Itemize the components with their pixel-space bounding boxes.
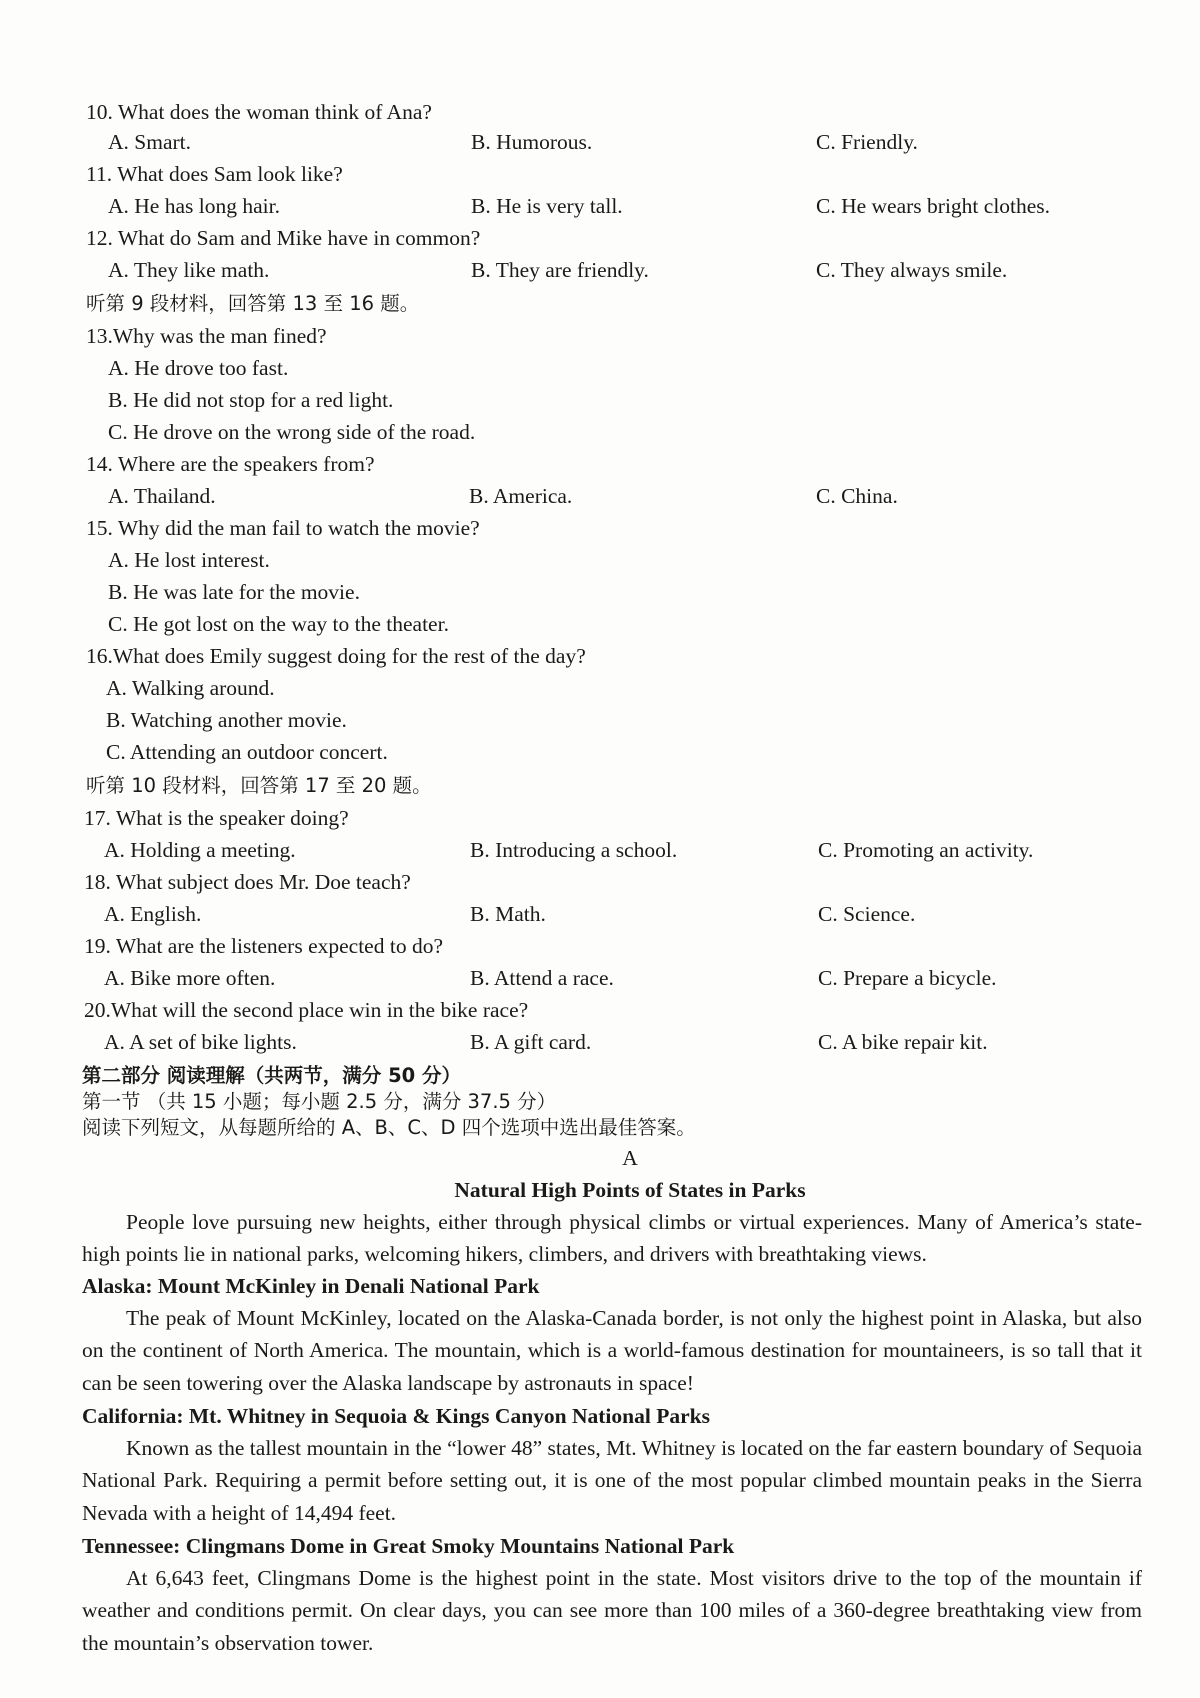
option-b: B. Attend a race.	[470, 966, 614, 990]
option-a: A. Smart.	[108, 130, 192, 154]
option-c: C. They always smile.	[816, 258, 1008, 282]
option-a: A. They like math.	[108, 258, 270, 282]
option-a: A. Holding a meeting.	[104, 838, 296, 862]
option-c: C. Science.	[818, 902, 916, 926]
question-19-stem: 19. What are the listeners expected to do?	[84, 934, 443, 958]
question-11-stem: 11. What does Sam look like?	[86, 162, 343, 186]
option-a: A. English.	[104, 902, 202, 926]
option-b: B. Introducing a school.	[470, 838, 678, 862]
question-13-option-a: A. He drove too fast.	[108, 356, 289, 380]
question-16-option-b: B. Watching another movie.	[106, 708, 347, 732]
question-15-stem: 15. Why did the man fail to watch the movie?	[86, 516, 480, 540]
question-20-stem: 20.What will the second place win in the bike race?	[84, 998, 529, 1022]
california-paragraph: Known as the tallest mountain in the “lower 48” states, Mt. Whitney is located on the far eastern boundary of Sequoia National Park. Requiring a permit before setting out, it is one of the most popular climbed mountain peaks in the Sierra Nevada with a height of 14,494 feet.	[82, 1436, 1142, 1525]
question-13-stem: 13.Why was the man fined?	[86, 324, 327, 348]
california-heading: California: Mt. Whitney in Sequoia & Kings Canyon National Parks	[82, 1404, 710, 1428]
question-15-option-b: B. He was late for the movie.	[108, 580, 360, 604]
option-a: A. A set of bike lights.	[104, 1030, 297, 1054]
option-b: B. He is very tall.	[471, 194, 623, 218]
option-a: A. He has long hair.	[108, 194, 280, 218]
option-b: B. They are friendly.	[471, 258, 649, 282]
section-9-instruction: 听第 9 段材料，回答第 13 至 16 题。	[86, 292, 420, 315]
question-15-option-c: C. He got lost on the way to the theater.	[108, 612, 449, 636]
passage-title: Natural High Points of States in Parks	[454, 1178, 806, 1202]
question-12-stem: 12. What do Sam and Mike have in common?	[86, 226, 481, 250]
option-c: C. Friendly.	[816, 130, 918, 154]
option-c: C. Prepare a bicycle.	[818, 966, 997, 990]
question-16-option-a: A. Walking around.	[106, 676, 275, 700]
option-c: C. China.	[816, 484, 898, 508]
question-17-stem: 17. What is the speaker doing?	[84, 806, 349, 830]
section-10-instruction: 听第 10 段材料，回答第 17 至 20 题。	[86, 774, 432, 797]
option-b: B. Math.	[470, 902, 546, 926]
tennessee-heading: Tennessee: Clingmans Dome in Great Smoky Mountains National Park	[82, 1534, 735, 1558]
question-13-option-b: B. He did not stop for a red light.	[108, 388, 394, 412]
passage-letter: A	[622, 1146, 638, 1170]
option-c: C. Promoting an activity.	[818, 838, 1034, 862]
question-10-stem: 10. What does the woman think of Ana?	[86, 100, 432, 124]
section-one-title: 第一节 （共 15 小题；每小题 2.5 分，满分 37.5 分）	[82, 1090, 557, 1113]
question-18-stem: 18. What subject does Mr. Doe teach?	[84, 870, 411, 894]
part-two-title: 第二部分 阅读理解（共两节，满分 50 分）	[82, 1064, 462, 1087]
question-13-option-c: C. He drove on the wrong side of the road.	[108, 420, 476, 444]
question-16-stem: 16.What does Emily suggest doing for the rest of the day?	[86, 644, 586, 668]
question-15-option-a: A. He lost interest.	[108, 548, 270, 572]
option-b: B. A gift card.	[470, 1030, 592, 1054]
option-c: C. He wears bright clothes.	[816, 194, 1051, 218]
tennessee-paragraph: At 6,643 feet, Clingmans Dome is the highest point in the state. Most visitors drive to the top of the mountain if weather and conditions permit. On clear days, you can see more than 100 miles of a 360-degree breathtaking view from the mountain’s observation tower.	[82, 1566, 1142, 1655]
question-16-option-c: C. Attending an outdoor concert.	[106, 740, 388, 764]
passage-intro: People love pursuing new heights, either through physical climbs or virtual experiences. Many of America’s state-high points lie in national parks, welcoming hikers, climbers, and drivers with breathtaking views.	[82, 1210, 1142, 1267]
reading-instruction: 阅读下列短文，从每题所给的 A、B、C、D 四个选项中选出最佳答案。	[82, 1116, 696, 1139]
alaska-heading: Alaska: Mount McKinley in Denali National Park	[82, 1274, 540, 1298]
option-b: B. America.	[469, 484, 573, 508]
option-a: A. Bike more often.	[104, 966, 276, 990]
alaska-paragraph: The peak of Mount McKinley, located on the Alaska-Canada border, is not only the highest point in Alaska, but also on the continent of North America. The mountain, which is a world-famous destination for mountaineers, is so tall that it can be seen towering over the Alaska landscape by astronauts in space!	[82, 1306, 1142, 1395]
question-14-stem: 14. Where are the speakers from?	[86, 452, 375, 476]
option-c: C. A bike repair kit.	[818, 1030, 988, 1054]
option-b: B. Humorous.	[471, 130, 593, 154]
option-a: A. Thailand.	[108, 484, 216, 508]
